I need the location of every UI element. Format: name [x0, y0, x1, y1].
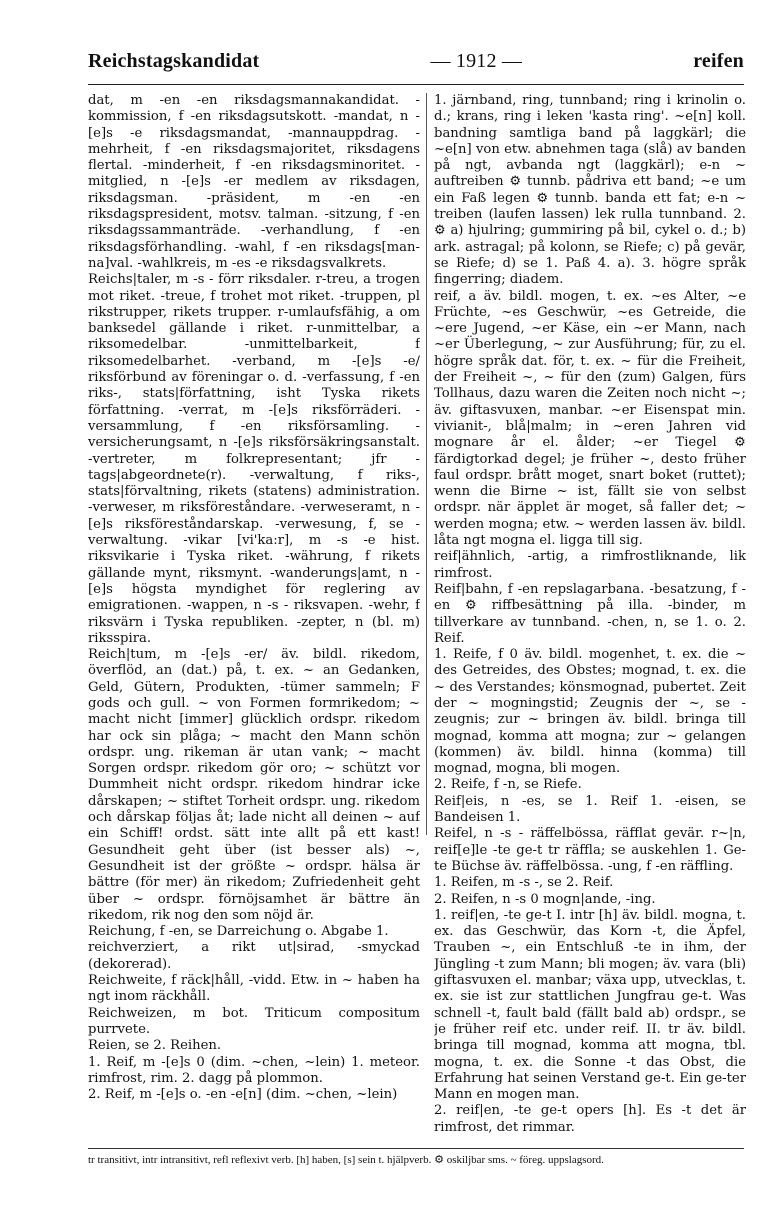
page-number: — 1912 — [430, 50, 523, 72]
left-column [88, 93, 420, 1143]
header-rule [88, 84, 744, 85]
dictionary-entry: Reichs|taler, m -s - förr riksdaler. r-treu, a trogen mot riket. -treue, f trohet mot riket. -truppen, pl rikstrupper, rikets trupper. r-umlaufsfähig, a om banksedel gällande i riket. r-unmittelbar, a riksomedelbar. -unmittelbarkeit, f riksomedelbarhet. -verband, m -[e]s -e/ riksförbund av föreningar o. d. -verfassung, f -en riks-, stats|författning, isht Tyska rikets författning. -verrat, m -[e]s riksförräderi. -versammlung, f -en riksförsamling. -versicherungsamt, n -[e]s riksförsäkringsanstalt. -vertreter, m folkrepresentant; jfr -tags|abgeordnete(r). -verwaltung, f riks-, stats|förvaltning, rikets (statens) administration. -verweser, m riksföreståndare. -verweseramt, n -[e]s riksföreståndarskap. -verwesung, f, se -verwaltung. -vikar [vi'ka:r], m -s -e hist. riksvikarie i Tyska riket. -währung, f rikets gällande mynt, riksmynt. -wanderungs|amt, n -[e]s högsta myndighet för reglering av emigrationen. -wappen, n -s - riksvapen. -wehr, f riksvärn i Tyska republiken. -zepter, n (bl. m) riksspira. [88, 272, 420, 646]
dictionary-entry: Reien, se 2. Reihen. [88, 1038, 222, 1054]
dictionary-entry: 1. Reife, f 0 äv. bildl. mogenhet, t. ex. die ~ des Getreides, des Obstes; mognad, t. ex. die ~ des Verstandes; könsmognad, pubertet. Zeit der ~ mogningstid; Zeugnis der ~, se -zeugnis; zur ~ bringen äv. bildl. bringa till mognad, komma att mogna; zur ~ gelangen (kommen) äv. bildl. hinna (komma) till mognad, mogna, bli mogen. [434, 647, 746, 777]
dictionary-entry: 1. järnband, ring, tunnband; ring i krinolin o. d.; krans, ring i leken 'kasta ring'. ~e[n] koll. bandning samtliga band på laggkärl; die ~e[n] von etw. abnehmen taga (slå) av banden på ngt, avbanda ngt (laggkärl); e-n ~ auftreiben ⚙ tunnb. pådriva ett band; ~e um ein Faß legen ⚙ tunnb. banda ett fat; e-n ~ treiben (laufen lassen) lek rulla tunnband. 2. ⚙ a) hjulring; gummiring på bil, cykel o. d.; b) ark. astragal; på kolonn, se Riefe; c) på gevär, se Riefe; d) se 1. Paß 4. a). 3. högre språk fingerring; diadem. [434, 93, 746, 288]
dictionary-entry: Reif|bahn, f -en repslagarbana. -besatzung, f -en ⚙ riffbesättning på illa. -binder, m tillverkare av tunnband. -chen, n, se 1. o. 2. Reif. [434, 581, 746, 646]
right-column [434, 93, 746, 1143]
header-right-word: reifen [693, 50, 744, 72]
dictionary-entry: Reif|eis, n -es, se 1. Reif 1. -eisen, se Bandeisen 1. [434, 793, 746, 826]
dictionary-entry: Reichung, f -en, se Darreichung o. Abgabe 1. [88, 924, 389, 940]
dictionary-entry: Reichweite, f räck|håll, -vidd. Etw. in ~ haben ha ngt inom räckhåll. [88, 973, 420, 1005]
dictionary-entry: 2. Reife, f -n, se Riefe. [434, 777, 582, 793]
dictionary-entry: Reifel, n -s - räffelbössa, räfflat gevär. r~|n, reif[e]le -te ge-t tr räffla; se auskehlen 1. Ge-te Büchse äv. räffelbössa. -ung, f -en räffling. [434, 826, 746, 874]
dictionary-entry: dat, m -en -en riksdagsmannakandidat. -kommission, f -en riksdagsutskott. -mandat, n -[e]s -e riksdagsmandat, -mannauppdrag. -mehrheit, f -en riksdagsmajoritet, riksdagens flertal. -minderheit, f -en riksdagsminoritet. -mitglied, n -[e]s -er medlem av riksdagen, riksdagsman. -präsident, m -en -en riksdagspresident, motsv. talman. -sitzung, f -en riksdagssammanträde. -verhandlung, f -en riksdagsförhandling. -wahl, f -en riksdags[man-na]val. -wahlkreis, m -es -e riksdagsvalkrets. [88, 93, 420, 271]
dictionary-entry: Reichweizen, m bot. Triticum compositum purrvete. [88, 1005, 420, 1037]
dictionary-entry: 1. reif|en, -te ge-t I. intr [h] äv. bildl. mogna, t. ex. das Geschwür, das Korn -t, die Äpfel, Trauben ~, ein Entschluß -te in ihm, der Jüngling -t zum Mann; bli mogen; äv. vara (bli) giftasvuxen el. manbar; växa upp, utvecklas, t. ex. sie ist zur stattlichen Jungfrau ge-t. Was schnell -t, fault bald (fällt bald ab) ordspr., se je früher reif etc. under reif. II. tr äv. bildl. bringa till mognad, komma att mogna, tbl. mogna, t. ex. die Sonne -t das Obst, die Erfahrung hat seinen Verstand ge-t. Ein ge-ter Mann en mogen man. [434, 907, 746, 1103]
dictionary-entry: reichverziert, a rikt ut|sirad, -smyckad (dekorerad). [88, 940, 420, 972]
page-header [88, 50, 744, 80]
dictionary-entry: 2. Reif, m -[e]s o. -en -e[n] (dim. ~chen, ~lein) [88, 1087, 398, 1103]
dictionary-entry: reif|ähnlich, -artig, a rimfrostliknande, lik rimfrost. [434, 549, 746, 581]
column-divider [426, 93, 427, 835]
abbreviation-legend: tr transitivt, intr intransitivt, refl reflexivt verb. [h] haben, [s] sein t. hjälpverb. ⚙ oskiljbar sms. ~ föreg. uppslagsord. [88, 1154, 604, 1166]
footer-rule [88, 1148, 744, 1149]
dictionary-entry: reif, a äv. bildl. mogen, t. ex. ~es Alter, ~e Früchte, ~es Geschwür, ~es Getreide, die ~ere Jugend, ~er Käse, ein ~er Mann, nach ~er Überlegung, ~ zur Ausführung; für, zu el. högre språk dat. för, t. ex. ~ für die Freiheit, der Freiheit ~, ~ für den (zum) Galgen, fürs Tollhaus, dazu waren die Zeiten noch nicht ~; äv. giftasvuxen, manbar. ~er Eisenspat min. vivianit-, blå|malm; in ~eren Jahren vid mognare år el. ålder; ~er Tiegel ⚙ färdigtorkad degel; je früher ~, desto früher faul ordspr. brått moget, snart boket (ruttet); wenn die Birne ~ ist, fällt sie von selbst ordspr. när äpplet är moget, så faller det; ~ werden mogna; etw. ~ werden lassen äv. bildl. låta ngt mogna el. ligga till sig. [434, 288, 746, 549]
dictionary-entry: 1. Reifen, m -s -, se 2. Reif. [434, 875, 614, 891]
dictionary-entry: 2. Reifen, n -s 0 mogn|ande, -ing. [434, 891, 656, 907]
dictionary-entry: 2. reif|en, -te ge-t opers [h]. Es -t det är rimfrost, det rimmar. [434, 1103, 746, 1135]
dictionary-entry: 1. Reif, m -[e]s 0 (dim. ~chen, ~lein) 1. meteor. rimfrost, rim. 2. dagg på plommon. [88, 1054, 420, 1086]
dictionary-entry: Reich|tum, m -[e]s -er/ äv. bildl. rikedom, överflöd, an (dat.) på, t. ex. ~ an Gedanken, Geld, Gütern, Produkten, -tümer sammeln; F gods och gull. ~ von Formen formrikedom; ~ macht nicht [immer] glücklich ordspr. rikedom har ock sin plåga; ~ macht den Mann schön ordspr. ung. rikeman är utan vank; ~ macht Sorgen ordspr. rikedom gör oro; ~ schützt vor Dummheit nicht ordspr. rikedom hindrar icke dårskapen; ~ stiftet Torheit ordspr. ung. rikedom och dårskap följas åt; lade nicht all deinen ~ auf ein Schiff! ordst. sätt inte allt på ett kast! Gesundheit geht über (ist besser als) ~, Gesundheit ist der größte ~ ordspr. hälsa är bättre (för mer) än rikedom; Zufriedenheit geht über ~ ordspr. förnöjsamhet är bättre än rikedom, rik nog den som nöjd är. [88, 647, 420, 923]
header-left-word: Reichstagskandidat [88, 50, 260, 72]
